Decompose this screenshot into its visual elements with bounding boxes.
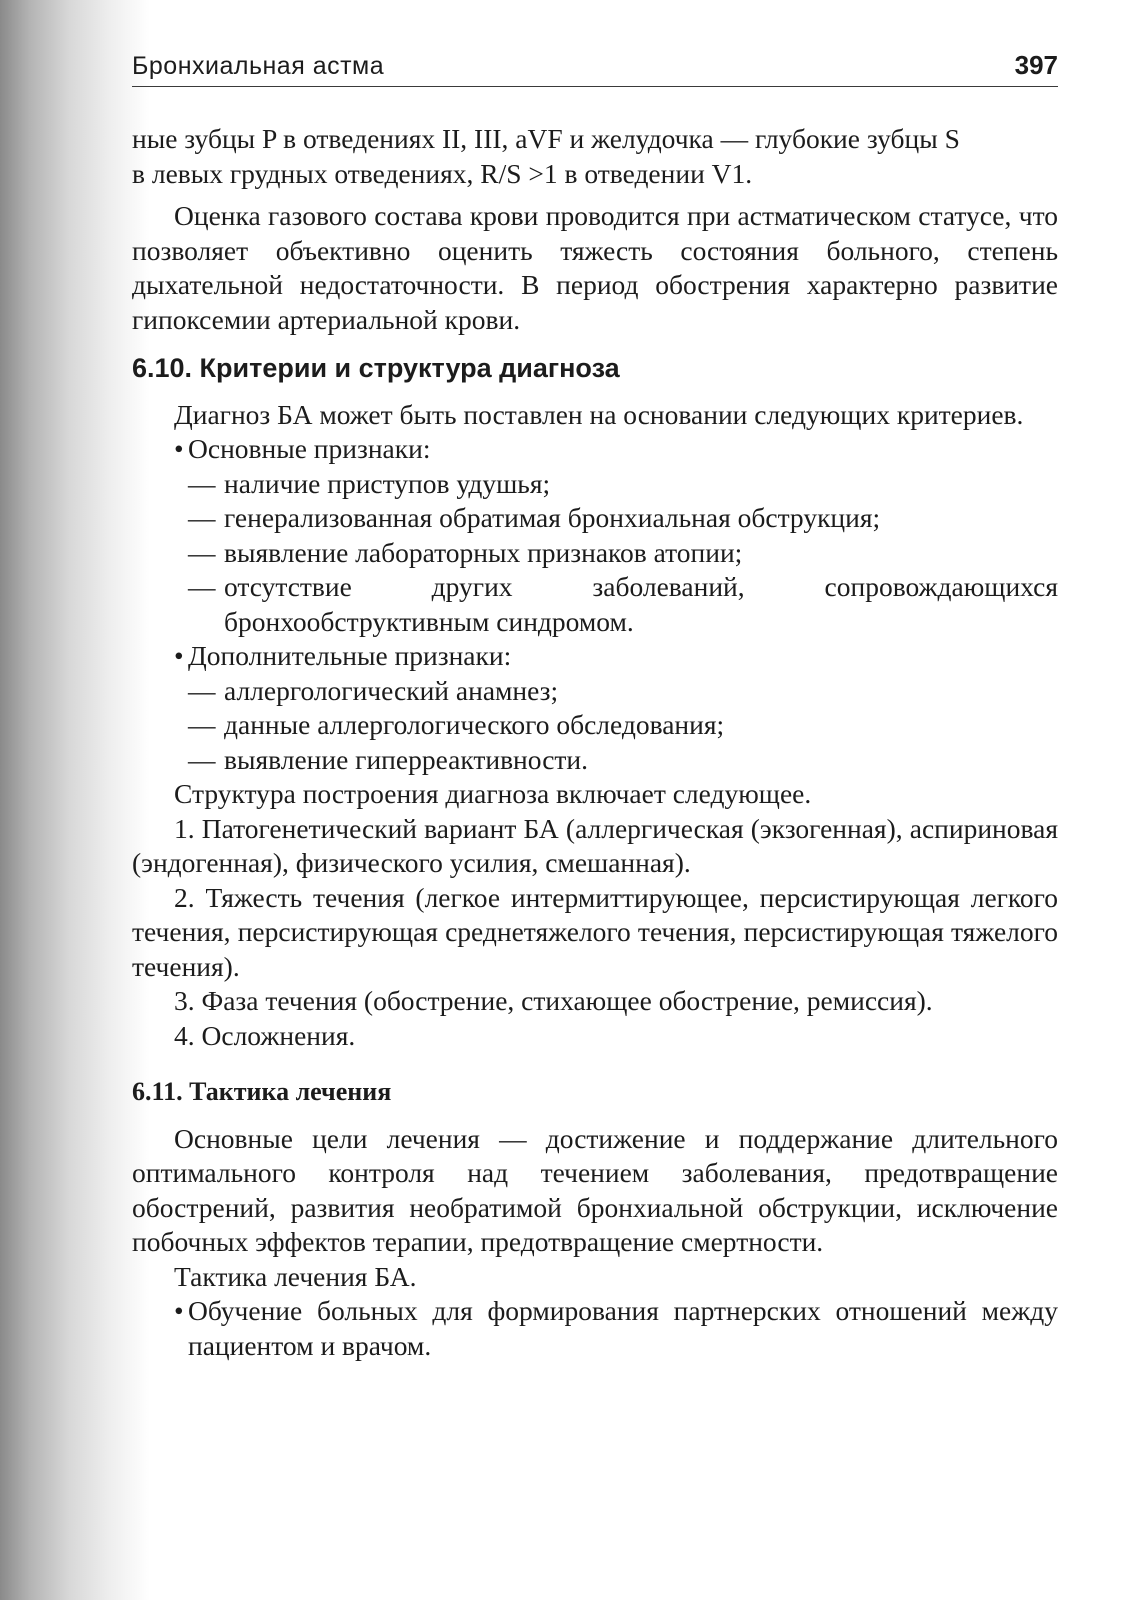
bullet-mark: • — [174, 640, 184, 671]
page-number: 397 — [1014, 50, 1058, 80]
structure-item-2: 2. Тяжесть течения (легкое интермиттирующее, персистирующая легкого течения, персистирующая среднетяжелого течения, персистирующая тяжелого течения). — [132, 881, 1058, 982]
section-heading-6-10: 6.10. Критерии и структура диагноза — [132, 353, 620, 383]
ecg-line-2: в левых грудных отведениях, R/S >1 в отведении V1. — [132, 157, 753, 189]
ecg-line-1: ные зубцы P в отведениях II, III, aVF и желудочка — глубокие зубцы S — [132, 123, 960, 154]
book-page — [132, 0, 1058, 1600]
treatment-goals: Основные цели лечения — достижение и поддержание длительного оптимального контроля над течением заболевания, предотвращение обострений, развития необратимой бронхиальной обструкции, исключение побочных эффектов терапии, предотвращение смертности. — [132, 1122, 1058, 1257]
extra-signs-label: Дополнительные признаки: — [188, 640, 512, 671]
extra-signs-bullet — [132, 639, 1058, 674]
structure-item-4: 4. Осложнения. — [174, 1019, 356, 1051]
list-item: — генерализованная обратимая бронхиальная обструкция; — [188, 502, 881, 533]
bullet-mark: • — [174, 1295, 184, 1326]
list-item: — наличие приступов удушья; — [188, 467, 551, 499]
paragraph-blood-gas: Оценка газового состава крови проводится при астматическом статусе, что позволяет объективно оценить тяжесть состояния больного, степень дыхательной недостаточности. В период обострения характерно развитие гипоксемии артериальной крови. — [132, 200, 1058, 335]
list-item: — отсутствие других заболеваний, сопровождающихся бронхообструктивным синдромом. — [188, 571, 1058, 637]
section-heading-6-11: 6.11. Тактика лечения — [132, 1077, 392, 1106]
list-item: — аллергологический анамнез; — [188, 674, 559, 706]
tactics-item-1: Обучение больных для формирования партнерских отношений между пациентом и врачом. — [188, 1295, 1058, 1361]
structure-item-3: 3. Фаза течения (обострение, стихающее обострение, ремиссия). — [174, 985, 933, 1016]
paragraph-ecg-continuation — [132, 122, 1058, 191]
bullet-mark: • — [174, 433, 184, 464]
list-item: — данные аллергологического обследования; — [188, 709, 725, 740]
tactics-bullet — [132, 1294, 1058, 1363]
treatment-tactics-intro: Тактика лечения БА. — [174, 1260, 417, 1292]
structure-intro: Структура построения диагноза включает следующее. — [174, 778, 812, 809]
structure-item-1: 1. Патогенетический вариант БА (аллергическая (экзогенная), аспириновая (эндогенная), физического усилия, смешанная). — [132, 812, 1058, 878]
diagnosis-intro: Диагноз БА может быть поставлен на основании следующих критериев. — [174, 398, 1024, 430]
page-body — [132, 122, 1058, 1363]
book-spine-shadow — [0, 0, 150, 1600]
main-signs-label: Основные признаки: — [188, 433, 431, 464]
running-head — [132, 50, 1058, 87]
main-signs-bullet — [132, 432, 1058, 467]
list-item: — выявление лабораторных признаков атопии; — [188, 536, 743, 568]
list-item: — выявление гиперреактивности. — [188, 743, 589, 775]
running-title: Бронхиальная астма — [132, 52, 385, 80]
